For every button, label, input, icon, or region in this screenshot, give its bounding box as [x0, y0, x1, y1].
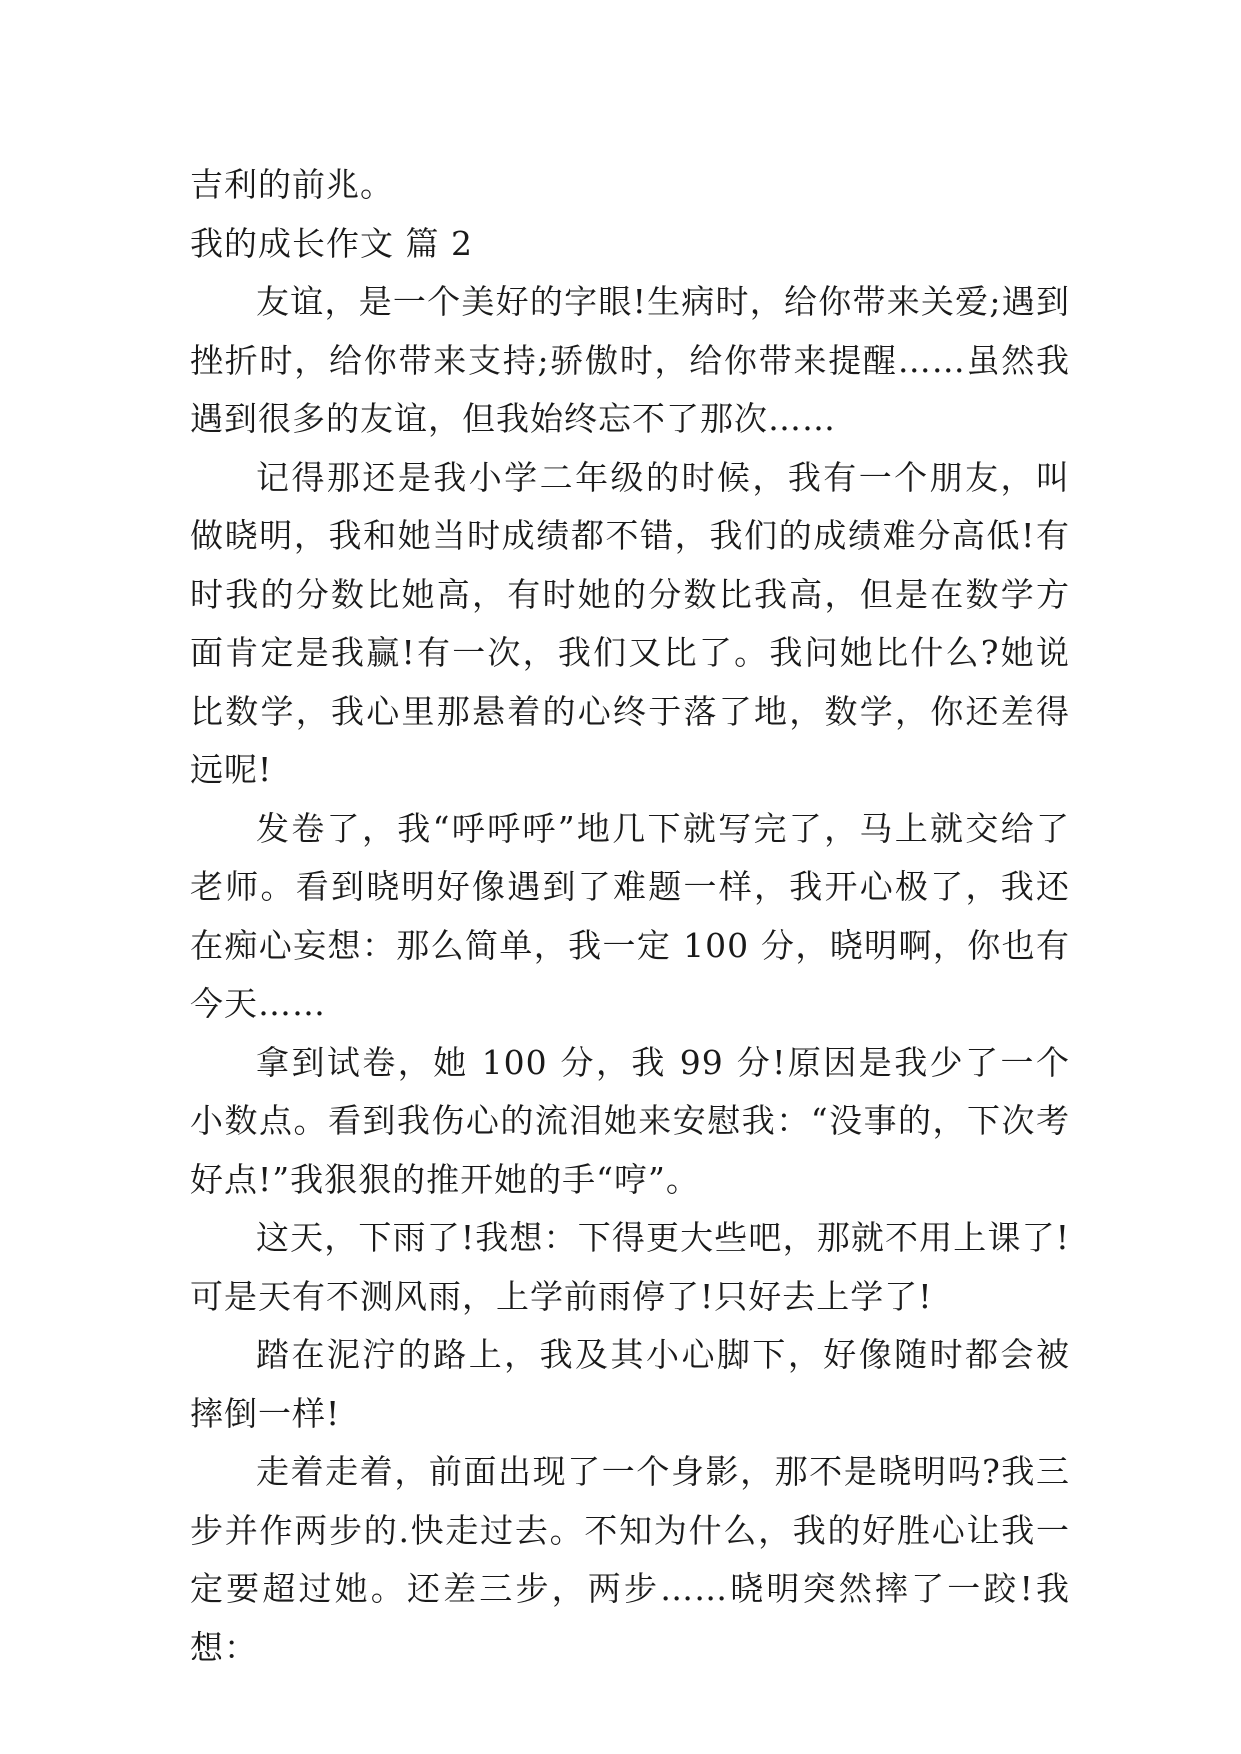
- section-heading: 我的成长作文 篇 2: [190, 223, 473, 263]
- paragraph-6: 踏在泥泞的路上，我及其小心脚下，好像随时都会被摔倒一样!: [190, 1335, 1070, 1433]
- paragraph-1: 友谊，是一个美好的字眼!生病时，给你带来关爱;遇到挫折时，给你带来支持;骄傲时，给你带来提醒……虽然我遇到很多的友谊，但我始终忘不了那次……: [190, 282, 1070, 438]
- top-fragment: 吉利的前兆。: [190, 165, 394, 204]
- paragraph-4: 拿到试卷，她 100 分，我 99 分!原因是我少了一个小数点。看到我伤心的流泪她来安慰我：“没事的，下次考好点!”我狠狠的推开她的手“哼”。: [190, 1042, 1070, 1199]
- paragraph-7: 走着走着，前面出现了一个身影，那不是晓明吗?我三步并作两步的.快走过去。不知为什么，我的好胜心让我一定要超过她。还差三步，两步……晓明突然摔了一跤!我想：: [190, 1452, 1070, 1667]
- paragraph-3: 发卷了，我“呼呼呼”地几下就写完了，马上就交给了老师。看到晓明好像遇到了难题一样，我开心极了，我还在痴心妄想：那么简单，我一定 100 分，晓明啊，你也有今天……: [190, 808, 1070, 1023]
- paragraph-5: 这天，下雨了!我想：下得更大些吧，那就不用上课了!可是天有不测风雨，上学前雨停了!只好去上学了!: [190, 1218, 1070, 1316]
- paragraph-2: 记得那还是我小学二年级的时候，我有一个朋友，叫做晓明，我和她当时成绩都不错，我们的成绩难分高低!有时我的分数比她高，有时她的分数比我高，但是在数学方面肯定是我赢!有一次，我们又比了。我问她比什么?她说比数学，我心里那悬着的心终于落了地，数学，你还差得远呢!: [190, 457, 1070, 789]
- document-body: [190, 156, 1070, 1677]
